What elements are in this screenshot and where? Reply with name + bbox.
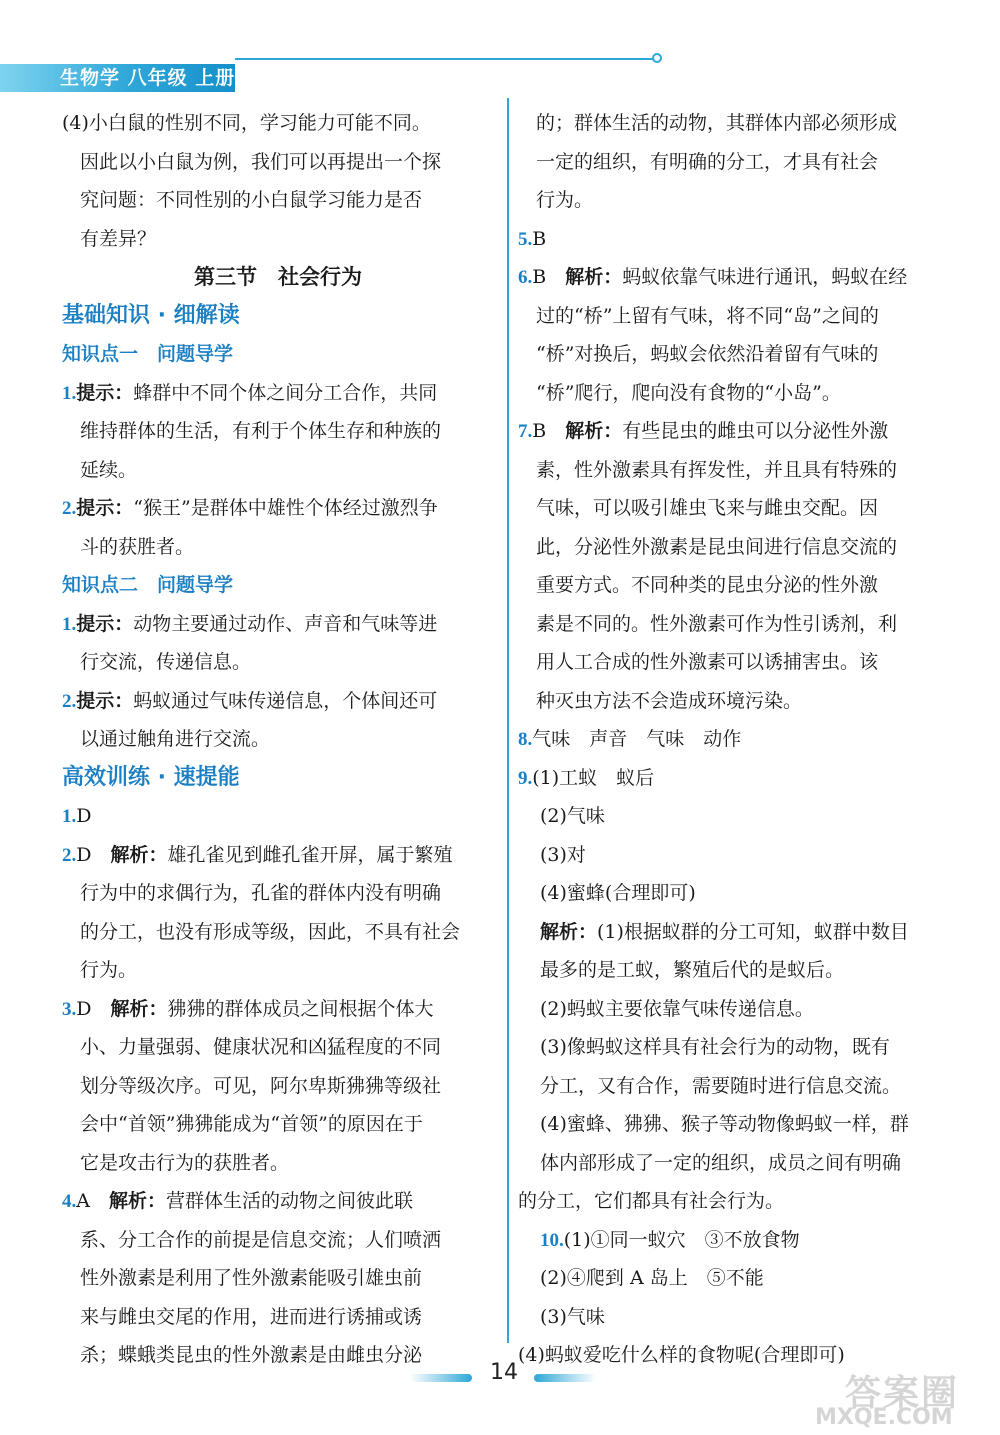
line-text: 来与雌虫交尾的作用，进而进行诱捕或诱 bbox=[80, 1305, 423, 1328]
line-text: 因此以小白鼠为例，我们可以再提出一个探 bbox=[80, 150, 442, 173]
line-text: 素，性外激素具有挥发性，并且具有特殊的 bbox=[536, 458, 898, 481]
footer-bar-left bbox=[410, 1374, 472, 1382]
line-text: 究问题：不同性别的小白鼠学习能力是否 bbox=[80, 189, 423, 211]
item-number: 2. bbox=[62, 690, 77, 712]
keyword-label: 解析： bbox=[565, 266, 623, 288]
watermark-top-text: 答案圈 bbox=[845, 1373, 960, 1414]
line-text: 它是攻击行为的获胜者。 bbox=[80, 1151, 290, 1174]
left-text-line bbox=[62, 1067, 494, 1106]
line-text: (4)蜜蜂、狒狒、猴子等动物像蚂蚁一样，群 bbox=[540, 1113, 909, 1135]
line-text: 斗的获胜者。 bbox=[80, 535, 195, 558]
page-header bbox=[0, 52, 1000, 96]
line-text: 的分工，也没有形成等级，因此，不具有社会 bbox=[80, 920, 461, 943]
left-text-line bbox=[62, 797, 494, 836]
left-text-line bbox=[62, 335, 494, 374]
left-text-line bbox=[62, 104, 494, 143]
line-text: 动物主要通过动作、声音和气味等进 bbox=[133, 612, 438, 635]
left-text-line bbox=[62, 1144, 494, 1183]
line-text: 系、分工合作的前提是信息交流；人们喷洒 bbox=[80, 1228, 442, 1251]
line-text: (4)蚂蚁爱吃什么样的食物呢(合理即可) bbox=[518, 1344, 845, 1366]
line-text: D bbox=[76, 805, 92, 827]
right-text-line bbox=[518, 951, 948, 990]
line-text: “猴王”是群体中雄性个体经过激烈争 bbox=[133, 497, 438, 519]
right-text-line bbox=[518, 143, 948, 182]
right-text-line bbox=[518, 220, 948, 259]
item-number: 1. bbox=[62, 613, 77, 635]
keyword-label: 提示： bbox=[76, 612, 134, 635]
left-text-line bbox=[62, 913, 494, 952]
line-text: 狒狒的群体成员之间根据个体大 bbox=[167, 997, 434, 1020]
line-text: B bbox=[532, 227, 547, 250]
right-text-line bbox=[518, 1259, 948, 1298]
line-text: (1)根据蚁群的分工可知，蚁群中数目 bbox=[597, 920, 909, 943]
line-text: (3)对 bbox=[540, 843, 586, 866]
header-dot-icon bbox=[652, 53, 662, 63]
right-text-line bbox=[518, 258, 948, 297]
left-text-line bbox=[62, 374, 494, 413]
left-text-line bbox=[62, 1221, 494, 1260]
line-text: 最多的是工蚁，繁殖后代的是蚁后。 bbox=[540, 959, 845, 981]
line-text: 高效训练 · 速提能 bbox=[62, 764, 240, 790]
line-text: 雄孔雀见到雌孔雀开屏，属于繁殖 bbox=[167, 843, 453, 866]
line-text: 第三节 社会行为 bbox=[194, 265, 362, 289]
line-text: 有差异？ bbox=[80, 227, 157, 250]
left-text-line bbox=[62, 451, 494, 490]
item-number: 10. bbox=[540, 1229, 564, 1251]
left-text-line bbox=[62, 297, 494, 336]
line-text: 蜂群中不同个体之间分工合作，共同 bbox=[133, 381, 438, 404]
line-text: 蚂蚁通过气味传递信息，个体间还可 bbox=[133, 689, 438, 712]
left-text-line bbox=[62, 1298, 494, 1337]
line-text: 行交流，传递信息。 bbox=[80, 651, 252, 673]
header-rule bbox=[235, 58, 655, 60]
right-text-line bbox=[518, 874, 948, 913]
item-number: 5. bbox=[518, 228, 533, 250]
right-text-line bbox=[518, 990, 948, 1029]
right-text-line bbox=[518, 605, 948, 644]
line-text: (4)小白鼠的性别不同，学习能力可能不同。 bbox=[62, 112, 431, 134]
line-text: 知识点一 问题导学 bbox=[62, 343, 234, 365]
line-text: 此，分泌性外激素是昆虫间进行信息交流的 bbox=[536, 535, 898, 558]
line-text: 气味 声音 气味 动作 bbox=[532, 728, 742, 750]
left-text-line bbox=[62, 605, 494, 644]
right-text-line bbox=[518, 682, 948, 721]
line-text: 重要方式。不同种类的昆虫分泌的性外激 bbox=[536, 574, 879, 596]
right-column bbox=[518, 104, 948, 1375]
line-text: (2)气味 bbox=[540, 805, 605, 827]
right-text-line bbox=[518, 566, 948, 605]
left-text-line bbox=[62, 836, 494, 875]
keyword-label: 解析： bbox=[110, 997, 168, 1020]
line-text: 体内部形成了一定的组织，成员之间有明确 bbox=[540, 1151, 902, 1174]
left-text-line bbox=[62, 874, 494, 913]
line-text: 维持群体的生活，有利于个体生存和种族的 bbox=[80, 420, 442, 442]
column-divider bbox=[507, 98, 509, 1343]
line-text: 划分等级次序。可见，阿尔卑斯狒狒等级社 bbox=[80, 1074, 442, 1097]
line-text: 分工，又有合作，需要随时进行信息交流。 bbox=[540, 1074, 902, 1097]
keyword-label: 解析： bbox=[565, 420, 623, 442]
line-text: 的分工，它们都具有社会行为。 bbox=[518, 1190, 785, 1212]
right-text-line bbox=[518, 104, 948, 143]
left-text-line bbox=[62, 1182, 494, 1221]
left-text-line bbox=[62, 143, 494, 182]
header-title: 生物学 八年级 上册 bbox=[60, 67, 236, 89]
left-text-line bbox=[62, 1028, 494, 1067]
line-text: “桥”对换后，蚂蚁会依然沿着留有气味的 bbox=[536, 343, 879, 365]
keyword-label: 提示： bbox=[76, 689, 134, 712]
line-text: (1)①同一蚁穴 ③不放食物 bbox=[563, 1228, 800, 1251]
item-number: 7. bbox=[518, 421, 533, 442]
keyword-label: 解析： bbox=[540, 920, 598, 943]
right-text-line bbox=[518, 759, 948, 798]
line-text: (3)气味 bbox=[540, 1305, 605, 1328]
right-text-line bbox=[518, 643, 948, 682]
left-text-line bbox=[62, 951, 494, 990]
right-text-line bbox=[518, 797, 948, 836]
line-text: 有些昆虫的雌虫可以分泌性外激 bbox=[622, 420, 889, 442]
line-text: 以通过触角进行交流。 bbox=[80, 728, 271, 750]
right-text-line bbox=[518, 1144, 948, 1183]
right-text-line bbox=[518, 1182, 948, 1221]
keyword-label: 解析： bbox=[108, 1190, 166, 1212]
left-text-line bbox=[62, 643, 494, 682]
right-text-line bbox=[518, 913, 948, 952]
line-text: 会中“首领”狒狒能成为“首领”的原因在于 bbox=[80, 1113, 423, 1135]
line-text: 用人工合成的性外激素可以诱捕害虫。该 bbox=[536, 651, 879, 673]
item-number: 6. bbox=[518, 267, 533, 288]
watermark-bottom-text: MXQE.COM bbox=[815, 1405, 953, 1430]
right-text-line bbox=[518, 1105, 948, 1144]
line-text: 行为中的求偶行为，孔雀的群体内没有明确 bbox=[80, 882, 442, 904]
left-text-line bbox=[62, 220, 494, 259]
right-text-line bbox=[518, 528, 948, 567]
line-text: (1)工蚁 蚁后 bbox=[532, 766, 655, 789]
line-text: 延续。 bbox=[80, 458, 138, 481]
footer-bar-right bbox=[534, 1374, 596, 1382]
answer-choice: B bbox=[532, 266, 566, 288]
item-number: 8. bbox=[518, 729, 533, 750]
line-text: 一定的组织，有明确的分工，才具有社会 bbox=[536, 150, 879, 173]
left-text-line bbox=[62, 566, 494, 605]
left-text-line bbox=[62, 720, 494, 759]
item-number: 1. bbox=[62, 806, 77, 827]
left-text-line bbox=[62, 1259, 494, 1298]
page-number: 14 bbox=[490, 1360, 518, 1385]
line-text: 行为。 bbox=[536, 189, 594, 211]
right-text-line bbox=[518, 1028, 948, 1067]
right-text-line bbox=[518, 181, 948, 220]
left-text-line bbox=[62, 759, 494, 798]
left-text-line bbox=[62, 528, 494, 567]
left-text-line bbox=[62, 181, 494, 220]
line-text: 杀；蝶蛾类昆虫的性外激素是由雌虫分泌 bbox=[80, 1344, 423, 1366]
right-text-line bbox=[518, 1067, 948, 1106]
line-text: 营群体生活的动物之间彼此联 bbox=[166, 1190, 414, 1212]
watermark-logo bbox=[815, 1365, 990, 1430]
right-text-line bbox=[518, 1298, 948, 1337]
item-number: 1. bbox=[62, 382, 77, 404]
left-text-line bbox=[62, 990, 494, 1029]
item-number: 2. bbox=[62, 498, 77, 519]
line-text: (3)像蚂蚁这样具有社会行为的动物，既有 bbox=[540, 1036, 890, 1058]
line-text: 气味，可以吸引雄虫飞来与雌虫交配。因 bbox=[536, 497, 879, 519]
line-text: 过的“桥”上留有气味，将不同“岛”之间的 bbox=[536, 304, 879, 327]
left-text-line bbox=[62, 489, 494, 528]
line-text: 行为。 bbox=[80, 959, 138, 981]
keyword-label: 提示： bbox=[76, 381, 134, 404]
right-text-line bbox=[518, 489, 948, 528]
line-text: 素是不同的。性外激素可作为性引诱剂，利 bbox=[536, 612, 898, 635]
keyword-label: 提示： bbox=[76, 497, 134, 519]
left-text-line bbox=[62, 1105, 494, 1144]
right-text-line bbox=[518, 412, 948, 451]
line-text: 的；群体生活的动物，其群体内部必须形成 bbox=[536, 112, 898, 134]
right-text-line bbox=[518, 335, 948, 374]
line-text: (2)④爬到 A 岛上 ⑤不能 bbox=[540, 1267, 764, 1289]
line-text: 小、力量强弱、健康状况和凶猛程度的不同 bbox=[80, 1036, 442, 1058]
right-text-line bbox=[518, 1221, 948, 1260]
right-text-line bbox=[518, 374, 948, 413]
item-number: 4. bbox=[62, 1191, 77, 1212]
line-text: 蚂蚁依靠气味进行通讯，蚂蚁在经 bbox=[622, 266, 908, 288]
item-number: 3. bbox=[62, 998, 77, 1020]
line-text: 知识点二 问题导学 bbox=[62, 574, 234, 596]
right-text-line bbox=[518, 451, 948, 490]
keyword-label: 解析： bbox=[110, 843, 168, 866]
line-text: “桥”爬行，爬向没有食物的“小岛”。 bbox=[536, 381, 841, 404]
right-text-line bbox=[518, 720, 948, 759]
right-text-line bbox=[518, 297, 948, 336]
line-text: 种灭虫方法不会造成环境污染。 bbox=[536, 689, 803, 712]
left-text-line bbox=[62, 258, 494, 297]
left-text-line bbox=[62, 412, 494, 451]
left-column bbox=[62, 104, 494, 1375]
line-text: 性外激素是利用了性外激素能吸引雄虫前 bbox=[80, 1267, 423, 1289]
left-text-line bbox=[62, 682, 494, 721]
answer-choice: B bbox=[532, 420, 566, 442]
line-text: (4)蜜蜂(合理即可) bbox=[540, 882, 696, 904]
item-number: 2. bbox=[62, 844, 77, 866]
answer-choice: D bbox=[76, 843, 111, 866]
answer-choice: D bbox=[76, 997, 111, 1020]
line-text: 基础知识 · 细解读 bbox=[62, 302, 240, 328]
line-text: (2)蚂蚁主要依靠气味传递信息。 bbox=[540, 997, 814, 1020]
item-number: 9. bbox=[518, 767, 533, 789]
right-text-line bbox=[518, 836, 948, 875]
answer-choice: A bbox=[76, 1190, 109, 1212]
